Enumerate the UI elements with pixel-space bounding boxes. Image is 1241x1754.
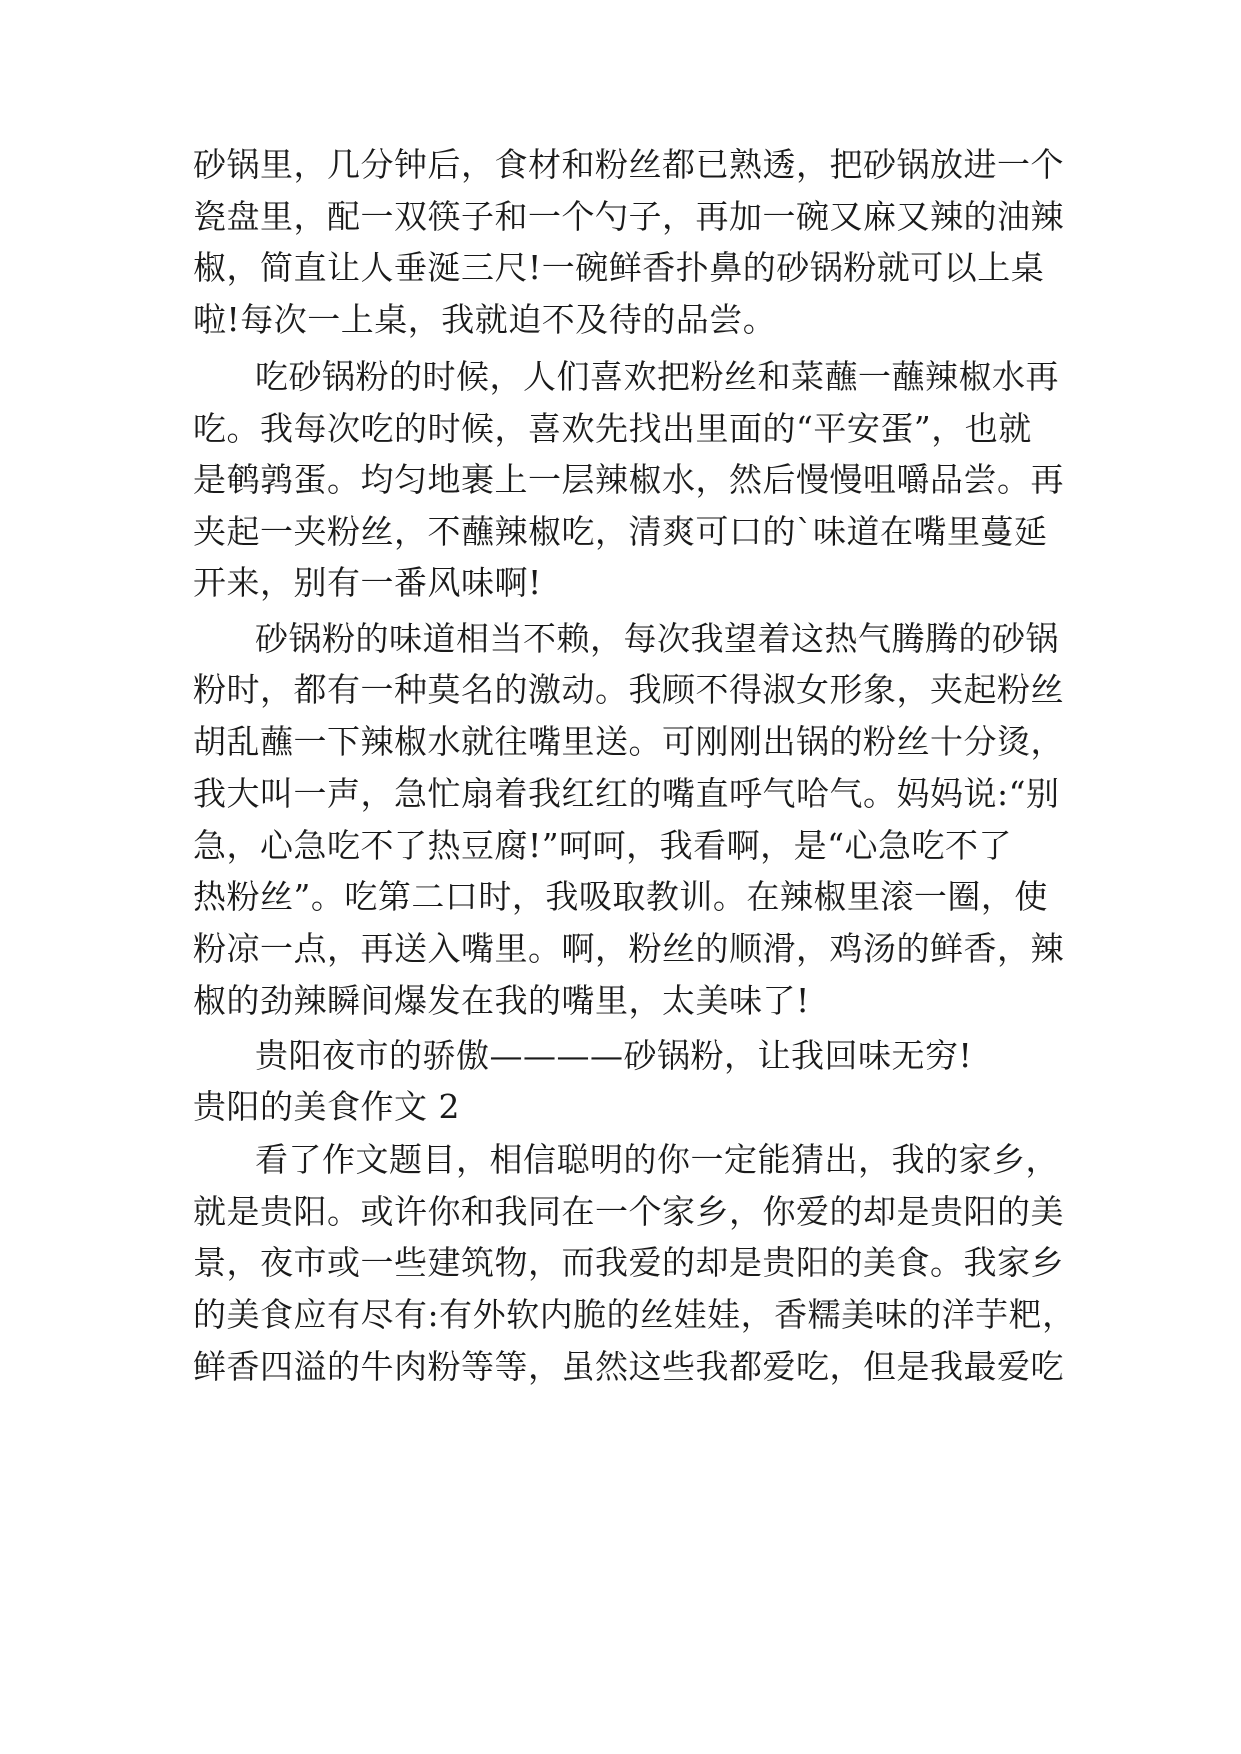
text-line: 砂锅里，几分钟后，食材和粉丝都已熟透，把砂锅放进一个 bbox=[193, 145, 1064, 184]
text-line: 吃。我每次吃的时候，喜欢先找出里面的“平安蛋”，也就 bbox=[193, 409, 1032, 448]
text-line: 开来，别有一番风味啊! bbox=[193, 563, 542, 602]
text-line: 瓷盘里，配一双筷子和一个勺子，再加一碗又麻又辣的油辣 bbox=[193, 197, 1064, 236]
text-line: 椒的劲辣瞬间爆发在我的嘴里，太美味了! bbox=[193, 981, 810, 1020]
text-line: 热粉丝”。吃第二口时，我吸取教训。在辣椒里滚一圈，使 bbox=[193, 877, 1048, 916]
paragraph-first-line: 砂锅粉的味道相当不赖，每次我望着这热气腾腾的砂锅 bbox=[255, 619, 1059, 658]
text-line: 急，心急吃不了热豆腐!”呵呵，我看啊，是“心急吃不了 bbox=[193, 826, 1013, 865]
text-line: 的美食应有尽有:有外软内脆的丝娃娃，香糯美味的洋芋粑， bbox=[193, 1295, 1076, 1334]
text-line: 粉时，都有一种莫名的激动。我顾不得淑女形象，夹起粉丝 bbox=[193, 670, 1064, 709]
text-line: 啦!每次一上桌，我就迫不及待的品尝。 bbox=[193, 300, 777, 339]
text-line: 是鹌鹑蛋。均匀地裹上一层辣椒水，然后慢慢咀嚼品尝。再 bbox=[193, 460, 1064, 499]
text-line: 椒，简直让人垂涎三尺!一碗鲜香扑鼻的砂锅粉就可以上桌 bbox=[193, 248, 1045, 287]
paragraph-first-line: 看了作文题目，相信聪明的你一定能猜出，我的家乡， bbox=[255, 1140, 1059, 1179]
text-line: 鲜香四溢的牛肉粉等等，虽然这些我都爱吃，但是我最爱吃 bbox=[193, 1347, 1064, 1386]
text-line: 景，夜市或一些建筑物，而我爱的却是贵阳的美食。我家乡 bbox=[193, 1243, 1064, 1282]
text-line: 夹起一夹粉丝，不蘸辣椒吃，清爽可口的`味道在嘴里蔓延 bbox=[193, 512, 1048, 551]
paragraph-first-line: 吃砂锅粉的时候，人们喜欢把粉丝和菜蘸一蘸辣椒水再 bbox=[255, 357, 1059, 396]
paragraph-first-line: 贵阳夜市的骄傲————砂锅粉，让我回味无穷! bbox=[255, 1036, 973, 1075]
text-line: 就是贵阳。或许你和我同在一个家乡，你爱的却是贵阳的美 bbox=[193, 1192, 1064, 1231]
text-line: 胡乱蘸一下辣椒水就往嘴里送。可刚刚出锅的粉丝十分烫， bbox=[193, 722, 1064, 761]
text-line: 粉凉一点，再送入嘴里。啊，粉丝的顺滑，鸡汤的鲜香，辣 bbox=[193, 929, 1064, 968]
text-line: 我大叫一声，急忙扇着我红红的嘴直呼气哈气。妈妈说:“别 bbox=[193, 774, 1060, 813]
section-heading: 贵阳的美食作文 2 bbox=[193, 1087, 460, 1126]
